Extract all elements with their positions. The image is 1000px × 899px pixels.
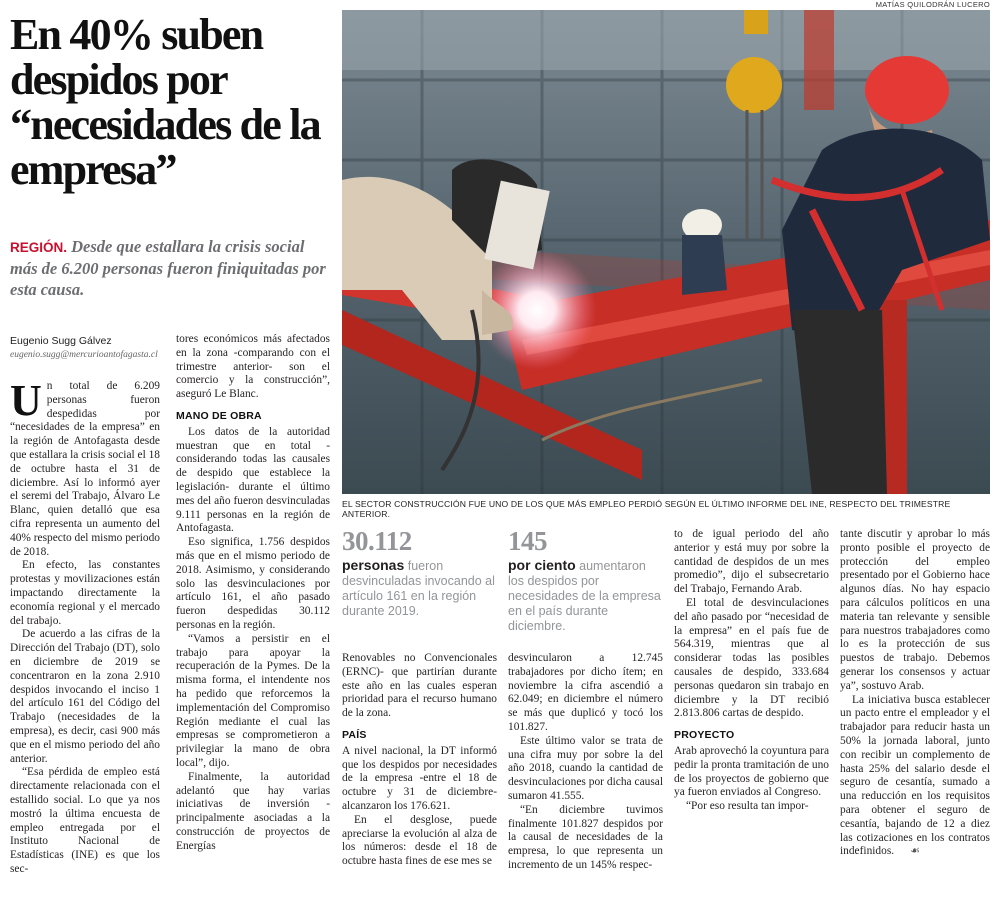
body-column-3 (342, 652, 497, 895)
paragraph: n total de 6.209 personas fueron despedidas por “necesidades de la empresa” en la región de Antofagasta desde que estallara la crisis social el 18 de octubre hasta el 31 de diciembre. Así lo informó ayer el seremi del Trabajo, Álvaro Le Blanc, quien detalló que esa cifra representa un aumento del 40% respecto del mismo periodo de 2018. (10, 380, 160, 558)
paragraph: Renovables no Convencionales (ERNC)- que partirían durante este año en las cuales esperan prioridad para el recurso humano de la zona. (342, 652, 497, 720)
paragraph: “Vamos a persistir en el trabajo para apoyar la recuperación de la Pymes. De la misma forma, el intendente nos ha pedido que reforcemos la implementación del Compromiso Región mediante el cual las empresas se comprometieron a privilegiar la mano de obra local”, dijo. (176, 632, 330, 769)
paragraph: Arab aprovechó la coyuntura para pedir la pronta tramitación de uno de los proyectos de gobierno que ya fueron enviados al Congreso. (674, 744, 829, 799)
paragraph: A nivel nacional, la DT informó que los despidos por necesidades de la empresa -entre el 18 de octubre y 31 de diciembre- alcanzaron los 176.621. (342, 744, 497, 812)
paragraph: Los datos de la autoridad muestran que en total -considerando todas las causales de despido que establece la legislación- durante el último mes del año fueron desvinculadas 9.111 personas en la región de Antofagasta. (176, 425, 330, 535)
paragraph: Este último valor se trata de una cifra muy por sobre la del año 2018, cuando la cantidad de desvinculaciones por dicha causal sumaron 41.555. (508, 734, 663, 802)
paragraph: En el desglose, puede apreciarse la evolución al alza de los números: desde el 18 de octubre hasta fines de ese mes se (342, 813, 497, 868)
section-label: REGIÓN. (10, 240, 68, 255)
paragraph (840, 694, 990, 860)
stat-emphasis: personas (342, 557, 405, 573)
stat-text: fueron desvinculadas invocando al artículo 161 en la región durante 2019. (342, 559, 495, 618)
stat-emphasis: por ciento (508, 557, 576, 573)
paragraph: to de igual periodo del año anterior y está muy por sobre la cantidad de despidos de un mes promedio”, dijo el subsecretario del Trabajo, Fernando Arab. (674, 528, 829, 596)
paragraph: En efecto, las constantes protestas y movilizaciones están impactando directamente la economía regional y el mercado del trabajo. (10, 559, 160, 627)
headline: En 40% suben despidos por “necesidades de la empresa” (10, 10, 320, 194)
paragraph: “En diciembre tuvimos finalmente 101.827 despidos por la causal de necesidades de la empresa, lo que representa un incremento de un 145% respec- (508, 803, 663, 871)
stat-description (342, 558, 497, 619)
body-column-6 (840, 528, 990, 895)
end-mark-icon: ☙ (910, 845, 920, 858)
byline (10, 335, 170, 360)
stat-text: aumentaron los despidos por necesidades de la empresa en el país durante diciembre. (508, 559, 661, 633)
paragraph: Eso significa, 1.756 despidos más que en el mismo periodo de 2018. Asimismo, y considerando solo las desvinculaciones por artículo 161, el año pasado fueron despedidas 30.112 personas en la región. (176, 536, 330, 631)
construction-photo-illustration (342, 10, 990, 494)
paragraph: Finalmente, la autoridad adelantó que hay varias iniciativas de inversión -principalmente asociadas a la construcción de proyectos de Energías (176, 770, 330, 852)
stat-box-2 (508, 526, 663, 634)
body-column-5 (674, 528, 829, 895)
paragraph: tante discutir y aprobar lo más pronto posible el proyecto de protección del empleo presentado por el Gobierno hace algunos días. No hay espacio para cálculos políticos en una materia tan relevante y sensible para nuestros trabajadores como lo es la protección de sus puestos de trabajo. Debemos generar los consensos y actuar ya”, sostuvo Arab. (840, 528, 990, 692)
paragraph-text: La iniciativa busca establecer un pacto entre el empleador y el trabajador para reducir hasta un 50% la jornada laboral, junto con recibir un complemento de hasta 25% del salario desde el seguro de cesantía, sumado a una reducción en los requisitos para obtener el seguro de cesantía, bajando de 12 a diez las cotizaciones en los contratos indefinidos. (840, 693, 990, 858)
deck-text: Desde que estallara la crisis social más de 6.200 personas fueron finiquitadas por esta causa. (10, 237, 326, 299)
stat-number: 145 (508, 526, 547, 556)
photo-credit: MATÍAS QUILODRÁN LUCERO (875, 0, 990, 9)
author-email[interactable]: eugenio.sugg@mercurioantofagasta.cl (10, 350, 158, 360)
construction-photo (342, 10, 990, 494)
subheading: PROYECTO (674, 729, 735, 742)
photo-caption: EL SECTOR CONSTRUCCIÓN FUE UNO DE LOS QUE MÁS EMPLEO PERDIÓ SEGÚN EL ÚLTIMO INFORME DEL INE, RESPECTO DEL TRIMESTRE ANTERIOR. (342, 499, 951, 519)
body-column-4 (508, 652, 663, 895)
paragraph: “Esa pérdida de empleo está directamente relacionada con el estallido social. Lo que ya nos mostró la última encuesta de empleo entregada por el Instituto Nacional de Estadísticas (INE) es que los sec- (10, 766, 160, 875)
drop-cap: U (10, 380, 42, 425)
paragraph: tores económicos más afectados en la zona -comparando con el trimestre anterior- son el comercio y la construcción”, aseguró Le Blanc. (176, 333, 330, 401)
stat-number: 30.112 (342, 526, 412, 556)
paragraph: El total de desvinculaciones del año pasado por “necesidad de la empresa” en el país fue de 564.319, mientras que al considerar todas las posibles causales de despido, 333.684 personas quedaron sin trabajo en diciembre y la DT recibió 2.813.806 cartas de despido. (674, 596, 829, 720)
author-name: Eugenio Sugg Gálvez (10, 335, 112, 347)
paragraph: desvincularon a 12.745 trabajadores por dicho ítem; en noviembre la cifra ascendió a 62.049; en diciembre el número se más que duplicó y tocó los 101.827. (508, 652, 663, 733)
lead-paragraph (10, 236, 330, 300)
subheading: MANO DE OBRA (176, 409, 262, 422)
stat-description (508, 558, 663, 634)
stat-box-1 (342, 526, 497, 619)
paragraph: De acuerdo a las cifras de la Dirección del Trabajo (DT), solo en diciembre de 2019 se concentraron en la zona 2.910 despidos invocando el inciso 1 del artículo 161 del Código del Trabajo (necesidades de la empresa), es decir, casi 900 más que en el mismo periodo del año anterior. (10, 628, 160, 765)
paragraph: “Por eso resulta tan impor- (686, 800, 809, 813)
subheading: PAÍS (342, 728, 367, 741)
body-column-2 (176, 333, 330, 895)
body-column-1 (10, 380, 160, 895)
